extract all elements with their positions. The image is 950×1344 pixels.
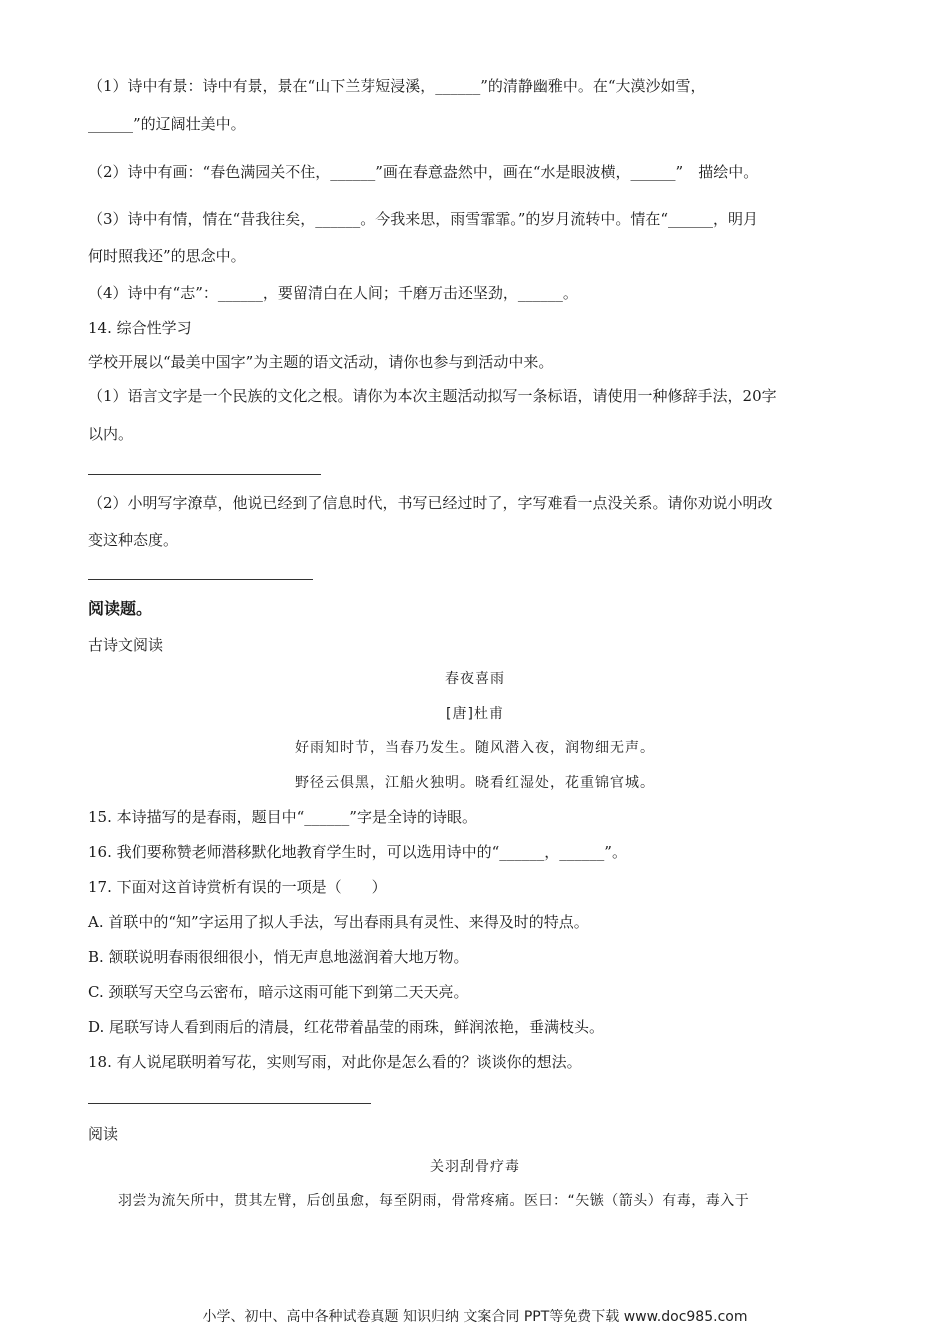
- q14-p1-line1: （1）语言文字是一个民族的文化之根。请你为本次主题活动拟写一条标语，请使用一种修辞手法，20字: [88, 387, 777, 405]
- q13-p1-line1: （1）诗中有景：诗中有景，景在“山下兰芽短浸溪，______”的清静幽雅中。在“大漠沙如雪，: [88, 77, 706, 95]
- option-d: D. 尾联写诗人看到雨后的清晨，红花带着晶莹的雨珠，鲜润浓艳，垂满枝头。: [88, 1018, 605, 1036]
- reading-sub: 古诗文阅读: [88, 636, 164, 654]
- option-c: C. 颈联写天空乌云密布，暗示这雨可能下到第二天天亮。: [88, 983, 469, 1001]
- q14-p2-line1: （2）小明写字潦草，他说已经到了信息时代，书写已经过时了，字写难看一点没关系。请你劝说小明改: [88, 494, 773, 512]
- q14-p2-line2: 变这种态度。: [88, 531, 179, 549]
- option-a: A. 首联中的“知”字运用了拟人手法，写出春雨具有灵性、来得及时的特点。: [88, 913, 589, 931]
- question-15: 15. 本诗描写的是春雨，题目中“______”字是全诗的诗眼。: [88, 808, 477, 826]
- answer-line-2: [88, 579, 313, 580]
- q13-p4: （4）诗中有“志”：______，要留清白在人间；千磨万击还坚劲，______。: [88, 284, 578, 302]
- poem-line-1: 好雨知时节，当春乃发生。随风潜入夜，润物细无声。: [295, 740, 655, 756]
- q13-p3-line2: 何时照我还”的思念中。: [88, 247, 246, 265]
- q13-p3-line1: （3）诗中有情，情在“昔我往矣，______。今我来思，雨雪霏霏。”的岁月流转中。情在“______，明月: [88, 210, 759, 228]
- question-16: 16. 我们要称赞老师潜移默化地教育学生时，可以选用诗中的“______，______”。: [88, 843, 627, 861]
- q14-p1-line2: 以内。: [88, 425, 134, 443]
- poem-title: 春夜喜雨: [445, 671, 505, 687]
- answer-line-3: [88, 1103, 371, 1104]
- option-b: B. 颔联说明春雨很细很小，悄无声息地滋润着大地万物。: [88, 948, 469, 966]
- q14-intro: 学校开展以“最美中国字”为主题的语文活动，请你也参与到活动中来。: [88, 353, 554, 371]
- q14-title: 14. 综合性学习: [88, 319, 192, 337]
- reading2-label: 阅读: [88, 1125, 119, 1143]
- q13-p1-line2: ______”的辽阔壮美中。: [88, 115, 246, 133]
- question-17: 17. 下面对这首诗赏析有误的一项是（ ）: [88, 878, 387, 896]
- question-18: 18. 有人说尾联明着写花，实则写雨，对此你是怎么看的？谈谈你的想法。: [88, 1053, 582, 1071]
- reading-heading: 阅读题。: [88, 599, 153, 618]
- poem-line-2: 野径云俱黑，江船火独明。晓看红湿处，花重锦官城。: [295, 775, 655, 791]
- passage-para-1: 羽尝为流矢所中，贯其左臂，后创虽愈，每至阴雨，骨常疼痛。医曰：“矢镞（箭头）有毒，毒入于: [118, 1193, 750, 1209]
- q13-p2: （2）诗中有画：“春色满园关不住，______”画在春意盎然中，画在“水是眼波横，______” 描绘中。: [88, 163, 759, 181]
- passage-title: 关羽刮骨疗毒: [430, 1159, 520, 1175]
- answer-line-1: [88, 474, 321, 475]
- page-footer: 小学、初中、高中各种试卷真题 知识归纳 文案合同 PPT等免费下载 www.doc985.com: [202, 1309, 748, 1325]
- poem-author: [唐]杜甫: [446, 706, 504, 722]
